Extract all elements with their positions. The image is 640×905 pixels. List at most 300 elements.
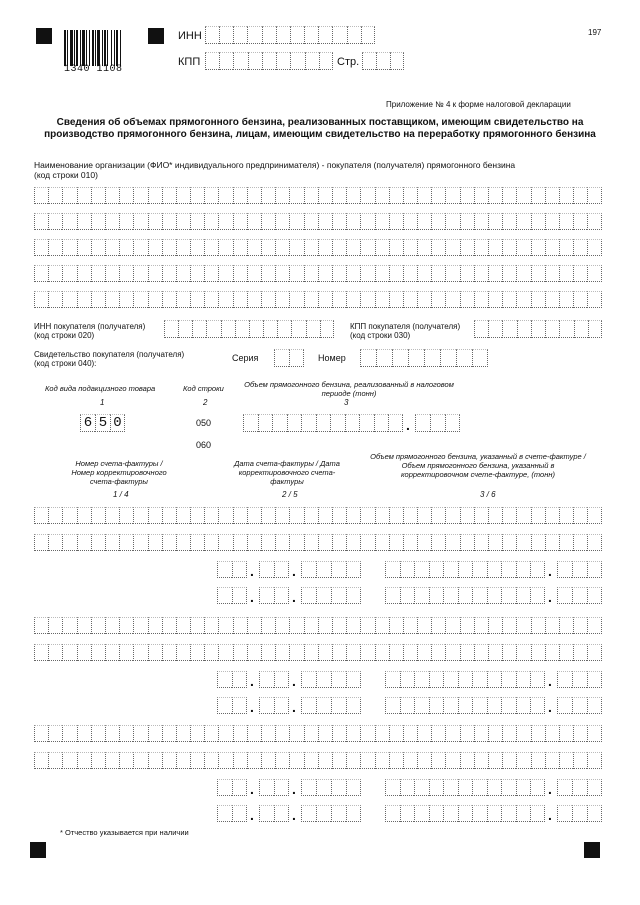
- invoice-1-date-day-1[interactable]: [217, 561, 247, 578]
- invoice-3-date-month-1[interactable]: [259, 779, 289, 796]
- cell: [445, 725, 459, 742]
- cell: [456, 349, 472, 367]
- corner-marker-top-right: [148, 28, 164, 44]
- invoice-1-volume-fraction-2[interactable]: [557, 587, 602, 604]
- cell: [331, 671, 346, 688]
- cell: [301, 805, 316, 822]
- col-number-1-4: 1 / 4: [113, 490, 129, 499]
- invoice-1-date-day-2[interactable]: [217, 587, 247, 604]
- cell: [445, 534, 459, 551]
- cell: [218, 213, 232, 230]
- invoice-2-number-row-1[interactable]: [34, 617, 602, 634]
- invoice-1-volume-integer-2[interactable]: [385, 587, 545, 604]
- cell: [385, 671, 400, 688]
- cell: [501, 697, 516, 714]
- cell: [133, 617, 147, 634]
- cell: [248, 52, 262, 70]
- cell: [360, 187, 374, 204]
- invoice-2-date-year-1[interactable]: [301, 671, 361, 688]
- cell: [587, 561, 602, 578]
- cell: [190, 507, 204, 524]
- cell: [487, 779, 502, 796]
- kpp-field[interactable]: [205, 52, 333, 70]
- cell: [232, 671, 247, 688]
- cell: [247, 26, 261, 44]
- cell: [417, 534, 431, 551]
- cell: [77, 725, 91, 742]
- org-name-row-4[interactable]: [34, 265, 602, 282]
- cell: [417, 265, 431, 282]
- invoice-1-volume-point-2: .: [548, 589, 552, 605]
- cell: [346, 291, 360, 308]
- cell: [375, 239, 389, 256]
- cell: [472, 697, 487, 714]
- cell: [559, 239, 573, 256]
- cell: [487, 805, 502, 822]
- cell: [304, 644, 318, 661]
- invoice-1-date-sep-a-2: .: [250, 589, 254, 605]
- cell: [62, 187, 76, 204]
- invoice-3-volume-fraction-1[interactable]: [557, 779, 602, 796]
- cell: [389, 752, 403, 769]
- cell: [105, 213, 119, 230]
- invoice-1-date-month-1[interactable]: [259, 561, 289, 578]
- cell: [176, 725, 190, 742]
- cell: [320, 320, 334, 338]
- cell: [557, 671, 572, 688]
- cell: [233, 52, 247, 70]
- barcode-bar: [121, 30, 122, 66]
- cell: [502, 265, 516, 282]
- cell: [545, 507, 559, 524]
- cell: [572, 587, 587, 604]
- certificate-number-field[interactable]: [360, 349, 488, 367]
- cell: [190, 534, 204, 551]
- cell: [232, 779, 247, 796]
- cell: [34, 291, 48, 308]
- cell: [545, 265, 559, 282]
- cell: [516, 805, 531, 822]
- cell: [34, 239, 48, 256]
- cell: [488, 239, 502, 256]
- org-name-code: (код строки 010): [34, 170, 98, 180]
- cell: [148, 265, 162, 282]
- cell: [148, 213, 162, 230]
- cell: [204, 534, 218, 551]
- invoice-2-volume-fraction-1[interactable]: [557, 671, 602, 688]
- cell: [587, 213, 601, 230]
- cell: [429, 805, 444, 822]
- invoice-2-date-month-1[interactable]: [259, 671, 289, 688]
- invoice-2-volume-integer-1[interactable]: [385, 671, 545, 688]
- cell: [445, 265, 459, 282]
- cell: [332, 187, 346, 204]
- cell: [34, 617, 48, 634]
- cell: [233, 752, 247, 769]
- cell: [346, 617, 360, 634]
- cell: [389, 213, 403, 230]
- cell: [218, 617, 232, 634]
- cell: [148, 534, 162, 551]
- cell: [389, 644, 403, 661]
- cell: [360, 725, 374, 742]
- cell: [572, 779, 587, 796]
- cell: [247, 534, 261, 551]
- cell: [318, 187, 332, 204]
- cell: [316, 587, 331, 604]
- cell: [275, 213, 289, 230]
- cell: [205, 52, 219, 70]
- cell: [574, 320, 588, 338]
- cell: [275, 725, 289, 742]
- cell: [487, 697, 502, 714]
- cell: [119, 752, 133, 769]
- cell: [332, 534, 346, 551]
- invoice-3-date-sep-a-1: .: [250, 781, 254, 797]
- cell: [559, 187, 573, 204]
- cell: [400, 671, 415, 688]
- cell: [559, 291, 573, 308]
- invoice-3-date-year-1[interactable]: [301, 779, 361, 796]
- cell: [502, 725, 516, 742]
- cell: [332, 26, 346, 44]
- volume-decimal-point: .: [406, 417, 410, 433]
- cell: [232, 697, 247, 714]
- cell: [573, 291, 587, 308]
- volume-fraction-field[interactable]: [415, 414, 460, 432]
- col-header-line-code: Код строки: [183, 384, 224, 393]
- invoice-2-date-sep-b-2: .: [292, 699, 296, 715]
- cell: [587, 239, 601, 256]
- cell: [332, 291, 346, 308]
- line-code-060: 060: [196, 440, 212, 450]
- invoice-1-number-row-2[interactable]: [34, 534, 602, 551]
- cell: [385, 805, 400, 822]
- cell: [105, 534, 119, 551]
- cell: [289, 617, 303, 634]
- cell: [587, 671, 602, 688]
- invoice-2-number-row-2[interactable]: [34, 644, 602, 661]
- cell: [148, 752, 162, 769]
- cell: [557, 587, 572, 604]
- cell: [258, 414, 273, 432]
- cell: [474, 239, 488, 256]
- invoice-3-volume-fraction-2[interactable]: [557, 805, 602, 822]
- invoice-3-number-row-2[interactable]: [34, 752, 602, 769]
- cell: [305, 52, 319, 70]
- cell: [119, 265, 133, 282]
- cell: [274, 561, 289, 578]
- cell: [360, 265, 374, 282]
- cell: [572, 561, 587, 578]
- cell: [133, 644, 147, 661]
- invoice-2-date-year-2[interactable]: [301, 697, 361, 714]
- cell: [587, 752, 601, 769]
- org-name-row-5[interactable]: [34, 291, 602, 308]
- cell: [105, 239, 119, 256]
- cell: [545, 725, 559, 742]
- cell: [77, 617, 91, 634]
- cell: [119, 187, 133, 204]
- invoice-2-date-day-2[interactable]: [217, 697, 247, 714]
- cell: [247, 725, 261, 742]
- cell: [587, 507, 601, 524]
- cell: [345, 414, 360, 432]
- cell: [559, 507, 573, 524]
- cell: [277, 320, 291, 338]
- cell: [474, 213, 488, 230]
- excise-code-field[interactable]: [80, 414, 125, 432]
- cell: [275, 507, 289, 524]
- invoice-2-date-month-2[interactable]: [259, 697, 289, 714]
- cell: [232, 587, 247, 604]
- cell: [417, 644, 431, 661]
- cell: [531, 187, 545, 204]
- cell: [458, 671, 473, 688]
- cell: [62, 752, 76, 769]
- invoice-3-number-row-1[interactable]: [34, 725, 602, 742]
- cell: [304, 239, 318, 256]
- cell: [119, 507, 133, 524]
- cell: [545, 644, 559, 661]
- cell: [77, 752, 91, 769]
- cell: [304, 725, 318, 742]
- invoice-2-date-sep-a-2: .: [250, 699, 254, 715]
- cell: [587, 187, 601, 204]
- invoice-1-date-year-2[interactable]: [301, 587, 361, 604]
- cell: [148, 725, 162, 742]
- cell: [516, 779, 531, 796]
- cell: [587, 644, 601, 661]
- cell: [119, 213, 133, 230]
- cell: [48, 725, 62, 742]
- cell: [429, 779, 444, 796]
- cell: [516, 561, 531, 578]
- cell: [502, 617, 516, 634]
- cell: [91, 239, 105, 256]
- cell: [275, 265, 289, 282]
- cell: [403, 239, 417, 256]
- cell: [34, 507, 48, 524]
- invoice-3-volume-integer-2[interactable]: [385, 805, 545, 822]
- buyer-inn-label-text: ИНН покупателя (получателя): [34, 322, 146, 331]
- cell: [375, 725, 389, 742]
- cell: [48, 617, 62, 634]
- cell: [559, 534, 573, 551]
- cell: [176, 617, 190, 634]
- cell: [501, 805, 516, 822]
- cell: [274, 805, 289, 822]
- cell: [530, 805, 545, 822]
- cell: [545, 320, 559, 338]
- cell: [77, 507, 91, 524]
- cell: [389, 265, 403, 282]
- org-name-row-3[interactable]: [34, 239, 602, 256]
- cell: [233, 239, 247, 256]
- cell: [375, 291, 389, 308]
- cell: [261, 534, 275, 551]
- cell: [501, 779, 516, 796]
- cell: [360, 349, 376, 367]
- cell: [573, 239, 587, 256]
- org-name-row-1[interactable]: [34, 187, 602, 204]
- invoice-3-volume-integer-1[interactable]: [385, 779, 545, 796]
- invoice-1-number-row-1[interactable]: [34, 507, 602, 524]
- cell: [62, 213, 76, 230]
- cell: [176, 534, 190, 551]
- cell: [545, 752, 559, 769]
- cell: [417, 752, 431, 769]
- cell: [62, 644, 76, 661]
- buyer-inn-field[interactable]: [164, 320, 334, 338]
- inn-field[interactable]: [205, 26, 375, 44]
- cell: [375, 752, 389, 769]
- cell: [316, 779, 331, 796]
- cell: [218, 187, 232, 204]
- cell: [259, 697, 274, 714]
- cell: [261, 644, 275, 661]
- cell: [530, 671, 545, 688]
- series-field[interactable]: [274, 349, 304, 367]
- cell: [488, 725, 502, 742]
- cell: [247, 617, 261, 634]
- cell: [133, 187, 147, 204]
- cell: [289, 507, 303, 524]
- cell: [488, 507, 502, 524]
- invoice-3-date-year-2[interactable]: [301, 805, 361, 822]
- cell: [403, 291, 417, 308]
- cell: [431, 644, 445, 661]
- cell: [573, 507, 587, 524]
- cell: [390, 52, 404, 70]
- cell: [559, 213, 573, 230]
- invoice-2-volume-integer-2[interactable]: [385, 697, 545, 714]
- cell: [572, 671, 587, 688]
- cell: [360, 213, 374, 230]
- invoice-2-volume-fraction-2[interactable]: [557, 697, 602, 714]
- cell: [133, 752, 147, 769]
- invoice-2-date-day-1[interactable]: [217, 671, 247, 688]
- cell: [290, 26, 304, 44]
- cell: [445, 187, 459, 204]
- cell: [573, 187, 587, 204]
- cell: [587, 534, 601, 551]
- cell: [502, 187, 516, 204]
- cell: [531, 291, 545, 308]
- cell: [587, 779, 602, 796]
- cell: [261, 187, 275, 204]
- cell: [34, 187, 48, 204]
- cell: [247, 239, 261, 256]
- series-label: Серия: [232, 353, 259, 363]
- cell: [261, 725, 275, 742]
- cell: [330, 414, 345, 432]
- org-name-row-2[interactable]: [34, 213, 602, 230]
- buyer-kpp-label-text: КПП покупателя (получателя): [350, 322, 461, 331]
- cell: [133, 291, 147, 308]
- cell: [218, 265, 232, 282]
- cell: [119, 725, 133, 742]
- cell: [516, 587, 531, 604]
- invoice-3-date-day-1[interactable]: [217, 779, 247, 796]
- col-number-2: 2: [203, 398, 208, 407]
- cell: [403, 187, 417, 204]
- cell: [221, 320, 235, 338]
- cell: [304, 187, 318, 204]
- cell: [474, 644, 488, 661]
- cell: [34, 534, 48, 551]
- cell: [217, 561, 232, 578]
- cell: [502, 644, 516, 661]
- cell: [318, 725, 332, 742]
- cell: [304, 291, 318, 308]
- cell: [217, 587, 232, 604]
- cell: [501, 587, 516, 604]
- cell: [233, 644, 247, 661]
- cell: [259, 587, 274, 604]
- cell: [360, 507, 374, 524]
- cell: [275, 291, 289, 308]
- cell: [346, 213, 360, 230]
- cell: [77, 265, 91, 282]
- invoice-1-date-year-1[interactable]: [301, 561, 361, 578]
- cell: [346, 644, 360, 661]
- buyer-kpp-field[interactable]: [474, 320, 602, 338]
- cell: [443, 805, 458, 822]
- cell: [443, 561, 458, 578]
- cell: [318, 752, 332, 769]
- cell: [431, 752, 445, 769]
- cell: [304, 265, 318, 282]
- invoice-3-date-month-2[interactable]: [259, 805, 289, 822]
- invoice-1-volume-integer-1[interactable]: [385, 561, 545, 578]
- cell: [516, 617, 530, 634]
- cell: [429, 561, 444, 578]
- cell: [415, 414, 430, 432]
- cell: [304, 617, 318, 634]
- invoice-3-date-day-2[interactable]: [217, 805, 247, 822]
- page-field[interactable]: [362, 52, 404, 70]
- cell: [460, 725, 474, 742]
- cell: [204, 752, 218, 769]
- cell: [275, 644, 289, 661]
- cell: [105, 265, 119, 282]
- cell: [190, 617, 204, 634]
- cell: [48, 265, 62, 282]
- cell: [218, 239, 232, 256]
- cell: [389, 187, 403, 204]
- volume-integer-field[interactable]: [243, 414, 403, 432]
- cell: [559, 644, 573, 661]
- cell: [488, 320, 502, 338]
- cell: [91, 752, 105, 769]
- cell: [263, 320, 277, 338]
- invoice-1-volume-fraction-1[interactable]: [557, 561, 602, 578]
- cell: [545, 213, 559, 230]
- cell: [148, 507, 162, 524]
- col-number-3: 3: [344, 398, 349, 407]
- cell: [360, 644, 374, 661]
- invoice-1-date-month-2[interactable]: [259, 587, 289, 604]
- cell: [91, 534, 105, 551]
- cell: [572, 805, 587, 822]
- cell: [148, 187, 162, 204]
- cell: [545, 534, 559, 551]
- cell: [62, 725, 76, 742]
- excise-code-digit-1: 6: [80, 414, 95, 432]
- cell: [458, 697, 473, 714]
- cell: [259, 671, 274, 688]
